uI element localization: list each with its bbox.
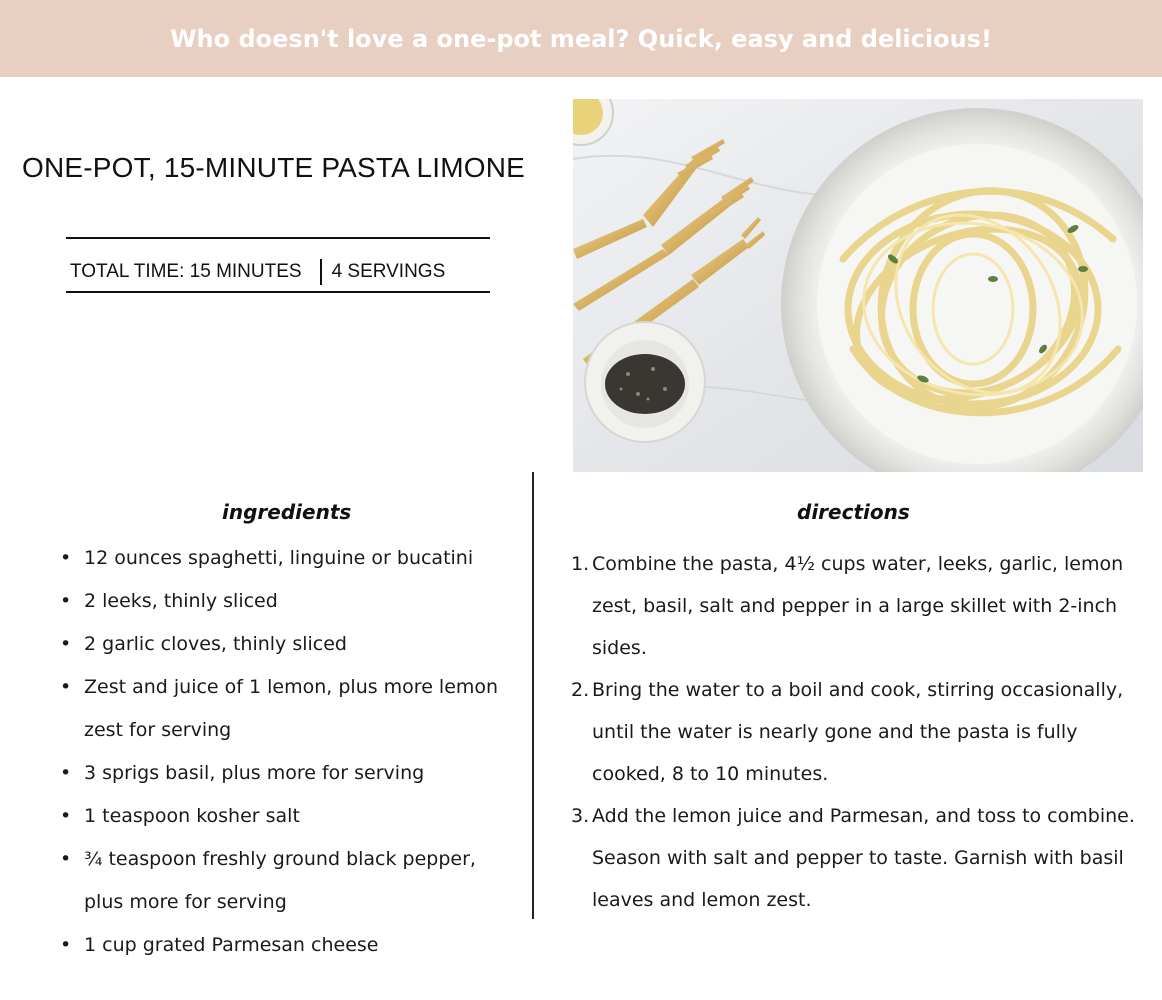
ingredient-item: • 1 cup grated Parmesan cheese bbox=[60, 924, 520, 967]
ingredient-item: • 2 leeks, thinly sliced bbox=[60, 580, 520, 623]
direction-step bbox=[571, 669, 1151, 795]
bottom-divider bbox=[66, 291, 490, 293]
ingredient-item: • 2 garlic cloves, thinly sliced bbox=[60, 623, 520, 666]
step-number: 3. bbox=[571, 805, 590, 827]
bullet-icon: • bbox=[60, 762, 72, 784]
bullet-icon: • bbox=[60, 934, 72, 956]
ingredient-item: • 12 ounces spaghetti, linguine or bucatini bbox=[60, 537, 520, 580]
ingredient-item: • 1 teaspoon kosher salt bbox=[60, 795, 520, 838]
recipe-photo bbox=[573, 99, 1143, 472]
bullet-icon: • bbox=[60, 590, 72, 612]
bullet-icon: • bbox=[60, 633, 72, 655]
banner-text: Who doesn't love a one-pot meal? Quick, easy and delicious! bbox=[170, 24, 992, 53]
ingredients-heading: ingredients bbox=[222, 500, 352, 524]
directions-list bbox=[571, 543, 1151, 921]
total-time: TOTAL TIME: 15 MINUTES bbox=[70, 261, 302, 282]
direction-step bbox=[571, 795, 1151, 921]
step-number: 1. bbox=[571, 553, 590, 575]
step-number: 2. bbox=[571, 679, 590, 701]
header-banner bbox=[0, 0, 1162, 77]
ingredient-item: • ¾ teaspoon freshly ground black pepper, plus more for serving bbox=[60, 838, 520, 924]
bullet-icon: • bbox=[60, 848, 72, 870]
step-text: Add the lemon juice and Parmesan, and toss to combine. Season with salt and pepper to taste. Garnish with basil leaves and lemon zest. bbox=[592, 805, 1135, 911]
recipe-meta bbox=[70, 258, 445, 286]
direction-step bbox=[571, 543, 1151, 669]
bullet-icon: • bbox=[60, 676, 72, 698]
ingredients-list bbox=[60, 537, 520, 967]
servings: 4 SERVINGS bbox=[331, 261, 446, 282]
column-divider bbox=[532, 472, 534, 919]
meta-separator bbox=[320, 259, 322, 285]
top-divider bbox=[66, 237, 490, 239]
step-text: Bring the water to a boil and cook, stirring occasionally, until the water is nearly gone and the pasta is fully cooked, 8 to 10 minutes. bbox=[592, 679, 1124, 785]
ingredient-item: • 3 sprigs basil, plus more for serving bbox=[60, 752, 520, 795]
recipe-title: ONE-POT, 15-MINUTE PASTA LIMONE bbox=[22, 152, 526, 183]
step-text: Combine the pasta, 4½ cups water, leeks, garlic, lemon zest, basil, salt and pepper in a large skillet with 2-inch sides. bbox=[592, 553, 1124, 659]
bullet-icon: • bbox=[60, 805, 72, 827]
directions-heading: directions bbox=[797, 500, 910, 524]
ingredient-item: • Zest and juice of 1 lemon, plus more lemon zest for serving bbox=[60, 666, 520, 752]
bullet-icon: • bbox=[60, 547, 72, 569]
